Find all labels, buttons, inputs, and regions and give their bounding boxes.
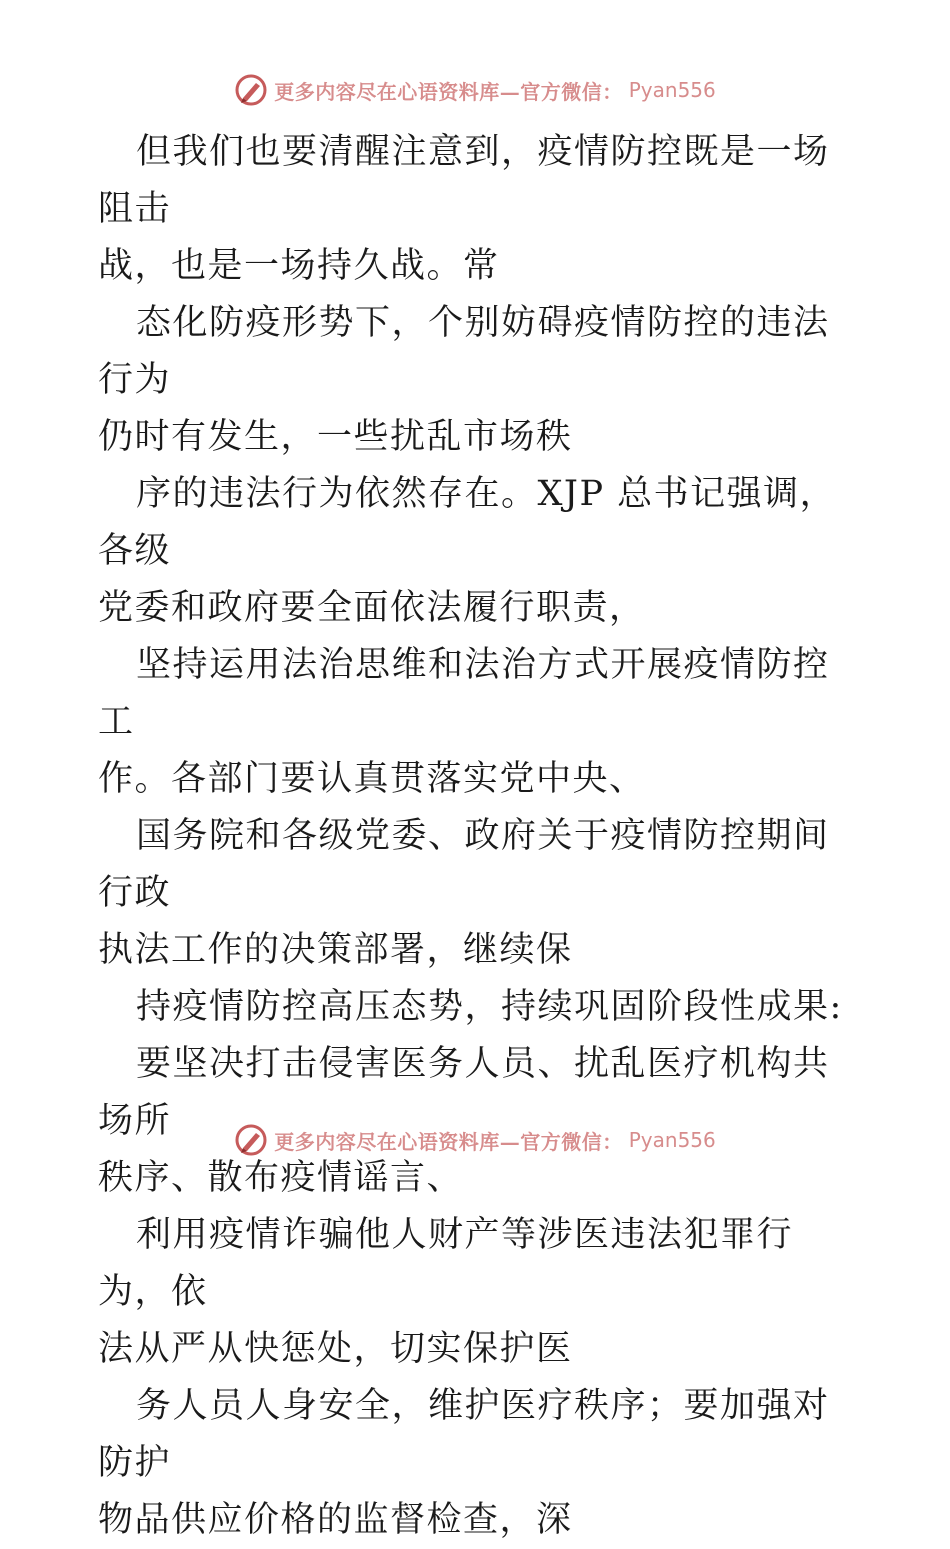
pen-logo-icon	[234, 1123, 268, 1157]
paragraph	[98, 979, 858, 1036]
text-line: 要坚决打击侵害医务人员、扰乱医疗机构共场所	[98, 1044, 830, 1141]
text-line: 秩序、散布疫情谣言、	[98, 1158, 464, 1198]
paragraph	[98, 466, 858, 637]
text-line: 仍时有发生，一些扰乱市场秩	[98, 417, 573, 457]
watermark-text: 更多内容尽在心语资料库—官方微信：	[274, 1129, 623, 1154]
text-line: 执法工作的决策部署，继续保	[98, 930, 573, 970]
text-line: 国务院和各级党委、政府关于疫情防控期间行政	[98, 816, 830, 913]
text-line: 党委和政府要全面依法履行职责，	[98, 588, 646, 628]
watermark-text: 更多内容尽在心语资料库—官方微信：	[274, 79, 623, 104]
text-line: 持疫情防控高压态势，持续巩固阶段性成果:	[136, 987, 843, 1027]
text-line: 作。各部门要认真贯落实党中央、	[98, 759, 646, 799]
text-line: 物品供应价格的监督检查，深	[98, 1500, 573, 1540]
text-line: 务人员人身安全，维护医疗秩序；要加强对防护	[98, 1386, 830, 1483]
text-line: 利用疫情诈骗他人财产等涉医违法犯罪行为，依	[98, 1215, 794, 1312]
document-body	[98, 124, 858, 1549]
paragraph	[98, 124, 858, 295]
footer-watermark	[0, 1120, 950, 1160]
text-line: 态化防疫形势下，个别妨碍疫情防控的违法行为	[98, 303, 830, 400]
watermark-contact: Pyan556	[628, 1128, 716, 1152]
paragraph	[98, 637, 858, 808]
watermark-contact: Pyan556	[628, 78, 716, 102]
paragraph	[98, 808, 858, 979]
text-line: 法从严从快惩处，切实保护医	[98, 1329, 573, 1369]
text-line: 坚持运用法治思维和法治方式开展疫情防控工	[98, 645, 830, 742]
text-line: 战，也是一场持久战。常	[98, 246, 500, 286]
paragraph	[98, 295, 858, 466]
paragraph	[98, 1207, 858, 1378]
pen-logo-icon	[234, 73, 268, 107]
text-line: 序的违法行为依然存在。XJP 总书记强调，各级	[98, 474, 837, 571]
paragraph	[98, 1378, 858, 1549]
text-line: 但我们也要清醒注意到，疫情防控既是一场阻击	[98, 132, 830, 229]
header-watermark	[0, 70, 950, 110]
